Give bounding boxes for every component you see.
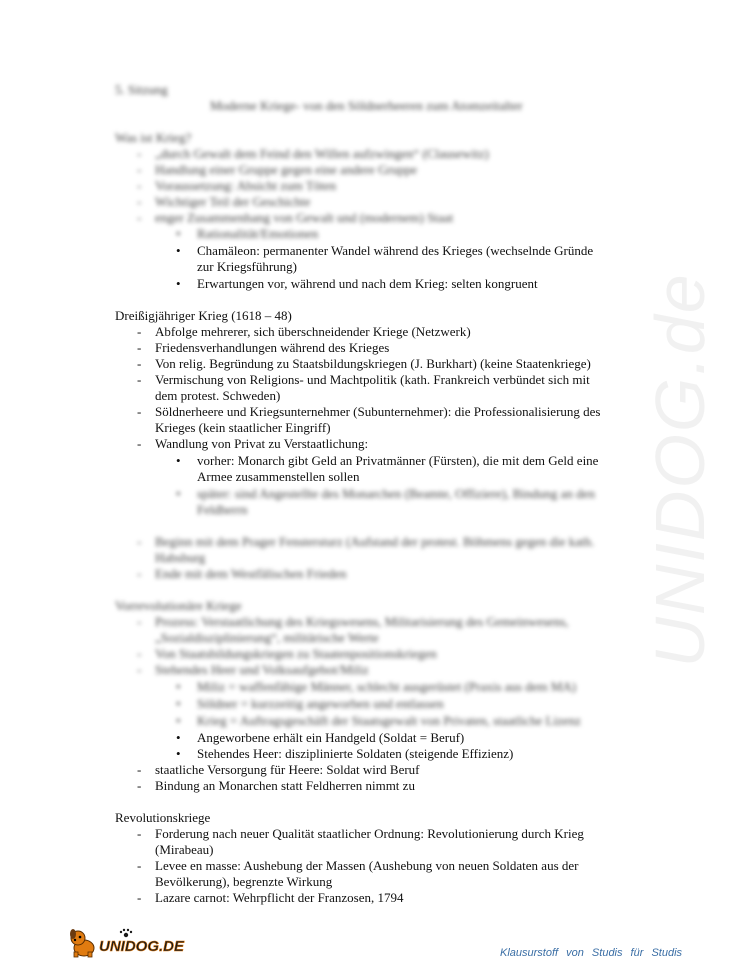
sub-list-item-continued: Armee zusammenstellen sollen [197, 469, 360, 484]
list-item: Wichtiger Teil der Geschichte [155, 194, 311, 209]
bullet-icon: • [176, 679, 181, 694]
list-item: enger Zusammenhang von Gewalt und (modernem) Staat [155, 210, 454, 225]
list-dash: - [137, 436, 142, 451]
list-item-continued: Krieges (kein staatlicher Eingriff) [155, 420, 331, 435]
bullet-icon: • [176, 730, 181, 745]
paw-icon [120, 929, 132, 937]
bullet-icon: • [176, 243, 181, 258]
list-dash: - [137, 534, 142, 549]
dog-mascot-icon [70, 929, 94, 957]
sub-list-item: Angeworbene erhält ein Handgeld (Soldat = Beruf) [197, 730, 465, 745]
list-item: Von Staatsbildungskriegen zu Staatenpositionskriegen [155, 646, 437, 661]
list-item: Lazare carnot: Wehrpflicht der Franzosen, 1794 [155, 890, 404, 905]
list-item: Vermischung von Religions- und Machtpolitik (kath. Frankreich verbündet sich mit [155, 372, 590, 387]
bullet-icon: • [176, 226, 181, 241]
section-heading-was-ist-krieg: Was ist Krieg? [115, 130, 192, 145]
list-dash: - [137, 762, 142, 777]
list-dash: - [137, 890, 142, 905]
logo-text: UNIDOG.DE [99, 938, 185, 955]
list-dash: - [137, 210, 142, 225]
list-item-continued: (Mirabeau) [155, 842, 214, 857]
bullet-icon: • [176, 453, 181, 468]
section-heading-revolutionskriege: Revolutionskriege [115, 810, 211, 825]
unidog-logo[interactable] [66, 926, 196, 960]
list-dash: - [137, 340, 142, 355]
sub-list-item-continued: Feldherrn [197, 502, 248, 517]
list-dash: - [137, 404, 142, 419]
footer-tagline: Klausurstoff von Studis für Studis [500, 947, 683, 959]
list-item: Friedensverhandlungen während des Krieges [155, 340, 390, 355]
session-label: 5. Sitzung [115, 82, 168, 97]
list-item: Beginn mit dem Prager Fenstersturz (Aufstand der protest. Böhmens gegen die kath. [155, 534, 595, 549]
section-heading-vorrevolutionaere-kriege: Vorrevolutionäre Kriege [115, 598, 242, 613]
sub-list-item: Krieg = Auftragsgeschäft der Staatsgewalt von Privaten, staatliche Lizenz [197, 713, 581, 728]
list-item: Voraussetzung: Absicht zum Töten [155, 178, 337, 193]
sub-list-item: vorher: Monarch gibt Geld an Privatmänner (Fürsten), die mit dem Geld eine [197, 453, 599, 468]
bullet-icon: • [176, 486, 181, 501]
list-item: Wandlung von Privat zu Verstaatlichung: [155, 436, 369, 451]
list-dash: - [137, 194, 142, 209]
list-item: „durch Gewalt dem Feind den Willen aufzwingen“ (Clausewitz) [155, 146, 489, 161]
sub-list-item: Miliz = waffenfähige Männer, schlecht ausgerüstet (Praxis aus dem MA) [197, 679, 577, 694]
page-title: Moderne Kriege- von den Söldnerheeren zum Atomzeitalter [210, 98, 523, 113]
list-dash: - [137, 372, 142, 387]
list-item: Bindung an Monarchen statt Feldherren nimmt zu [155, 778, 415, 793]
list-item-continued: dem protest. Schweden) [155, 388, 281, 403]
sub-list-item: Rationalität/Emotionen [197, 226, 319, 241]
bullet-icon: • [176, 746, 181, 761]
list-dash: - [137, 646, 142, 661]
sub-list-item: Stehendes Heer: disziplinierte Soldaten (steigende Effizienz) [197, 746, 514, 761]
bullet-icon: • [176, 713, 181, 728]
list-item: Ende mit dem Westfälischen Frieden [155, 566, 347, 581]
list-item: Forderung nach neuer Qualität staatlicher Ordnung: Revolutionierung durch Krieg [155, 826, 584, 841]
watermark-unidog: UNIDOG.de [641, 272, 719, 668]
list-dash: - [137, 778, 142, 793]
list-item-continued: Bevölkerung), begrenzte Wirkung [155, 874, 333, 889]
list-item-continued: „Sozialdisziplinierung“, militärische Werte [155, 630, 379, 645]
list-item: Handlung einer Gruppe gegen eine andere Gruppe [155, 162, 418, 177]
list-dash: - [137, 178, 142, 193]
section-heading-dreissigjaehriger-krieg: Dreißigjähriger Krieg (1618 – 48) [115, 308, 292, 323]
list-dash: - [137, 146, 142, 161]
list-dash: - [137, 858, 142, 873]
list-item: Levee en masse: Aushebung der Massen (Aushebung von neuen Soldaten aus der [155, 858, 579, 873]
list-dash: - [137, 662, 142, 677]
list-item: staatliche Versorgung für Heere: Soldat wird Beruf [155, 762, 420, 777]
list-item: Abfolge mehrerer, sich überschneidender Kriege (Netzwerk) [155, 324, 471, 339]
list-item: Söldnerheere und Kriegsunternehmer (Subunternehmer): die Professionalisierung des [155, 404, 601, 419]
list-item-continued: Habsburg [155, 550, 206, 565]
sub-list-item: Erwartungen vor, während und nach dem Krieg: selten kongruent [197, 276, 538, 291]
list-dash: - [137, 614, 142, 629]
list-item: Stehendes Heer und Volksaufgebot/Miliz [155, 662, 369, 677]
list-dash: - [137, 356, 142, 371]
sub-list-item: später: sind Angestellte des Monarchen (Beamte, Offiziere), Bindung an den [197, 486, 595, 501]
sub-list-item: Chamäleon: permanenter Wandel während des Krieges (wechselnde Gründe [197, 243, 594, 258]
sub-list-item-continued: zur Kriegsführung) [197, 259, 297, 274]
list-dash: - [137, 826, 142, 841]
list-item: Von relig. Begründung zu Staatsbildungskriegen (J. Burkhart) (keine Staatenkriege) [155, 356, 591, 371]
list-dash: - [137, 162, 142, 177]
sub-list-item: Söldner = kurzzeitig angeworben und entlassen [197, 696, 444, 711]
list-dash: - [137, 566, 142, 581]
bullet-icon: • [176, 696, 181, 711]
bullet-icon: • [176, 276, 181, 291]
list-dash: - [137, 324, 142, 339]
list-item: Prozess: Verstaatlichung des Kriegswesens, Militarisierung des Gemeinwesens, [155, 614, 569, 629]
